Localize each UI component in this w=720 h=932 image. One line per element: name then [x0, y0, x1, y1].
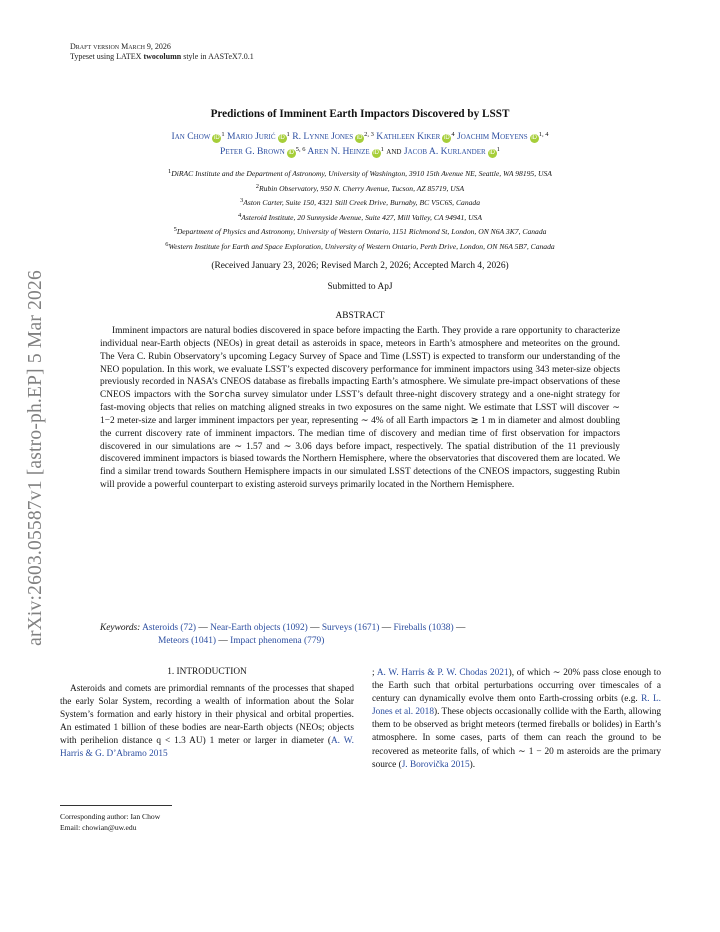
citation-link[interactable]: J. Borovička 2015 [401, 759, 470, 770]
footnote-rule [60, 805, 172, 806]
draft-version-line: Draft version March 9, 2026 [70, 42, 171, 51]
abstract-body: Imminent impactors are natural bodies discovered in space before impacting the Earth. They provide a rare opportunity to characterize individual near-Earth objects (NEOs) in great detail as asteroids in space, meteors in Earth’s atmosphere and meteorites on the ground. The Vera C. Rubin Observatory’s upcoming Legacy Survey of Space and Time (LSST) is expected to transform our understanding of the NEO population. In this work, we evaluate LSST’s expected discovery performance for imminent impactors using 343 meter-size objects previously recorded in NASA’s CNEOS database as fireballs impacting Earth’s atmosphere. We simulate pre-impact observations of these CNEOS impactors with the Sorcha survey simulator under LSST’s default three-night discovery strategy and a one-night strategy for fast-moving objects that relies on matching aligned streaks in two exposures on the same night. We estimate that LSST will discover ∼ 1−2 meter-size and larger imminent impactors per year, representing ∼ 4% of all Earth impactors ≳ 1 m in diameter and almost doubling the current discovery rate of imminent impactors. The median time of discovery and median time of first observation for impactors discovered in our simulations are ∼ 1.57 and ∼ 3.06 days before impact, respectively. The spatial distribution of the 11 previously discovered imminent impactors is biased towards the Northern Hemisphere, where the observatories that discovered them are located. We find a similar trend towards Southern Hemisphere impacts in our simulated LSST detections of the CNEOS impactors, suggesting Rubin will provide a powerful counterpart to existing asteroid surveys primarily located in the Northern Hemisphere. [100, 326, 621, 491]
author-name[interactable]: Mario Jurić [227, 131, 276, 142]
orcid-icon[interactable]: iD [356, 135, 363, 141]
author-name[interactable]: R. Lynne Jones [292, 131, 354, 142]
paper-title: Predictions of Imminent Earth Impactors Discovered by LSST [210, 108, 510, 120]
received-dates: (Received January 23, 2026; Revised March 2, 2026; Accepted March 4, 2026) [211, 261, 509, 271]
and-word: and [386, 146, 402, 157]
arxiv-identifier: arXiv:2603.05587v1 [astro-ph.EP] 5 Mar 2026 [25, 270, 46, 646]
affiliation-list [60, 166, 660, 254]
keyword-link[interactable]: Asteroids (72) [142, 623, 197, 633]
corresponding-author: Corresponding author: Ian Chow [60, 812, 161, 821]
affiliation: 3Aston Carter, Suite 150, 4321 Still Creek Drive, Burnaby, BC V5C6S, Canada [239, 197, 481, 208]
sorcha-code: Sorcha [208, 390, 241, 401]
author-name[interactable]: Ian Chow [171, 131, 211, 142]
orcid-icon[interactable]: iD [214, 135, 220, 141]
citation-link[interactable]: A. W. Harris & G. D’Abramo 2015 [60, 736, 354, 760]
citation-link[interactable]: R. L. Jones et al. 2018 [372, 694, 661, 718]
author-name[interactable]: Jacob A. Kurlander [403, 146, 486, 157]
affiliation: 4Asteroid Institute, 20 Sunnyside Avenue, Suite 427, Mill Valley, CA 94941, USA [238, 211, 482, 222]
keyword-link[interactable]: Meteors (1041) [158, 636, 217, 646]
submitted-journal: Submitted to ApJ [327, 282, 393, 292]
latex-logo: LATEX [116, 52, 142, 61]
section-heading-introduction: 1. INTRODUCTION [167, 667, 247, 677]
orcid-icon[interactable]: iD [531, 135, 538, 141]
author-list-line-1: Ian Chow iD $^1$ Mario Jurić iD $^1$ R. Lynne Jones iD $^{2, 3}$ Kathleen Kiker iD $^4$ Joachim Moeyens iD $^{1, 4}$ [171, 131, 549, 142]
keyword-link[interactable]: Fireballs (1038) [393, 623, 454, 633]
author-name[interactable]: Kathleen Kiker [376, 131, 441, 142]
arxiv-sidebar [22, 236, 50, 680]
author-name[interactable]: Aren N. Heinze [307, 146, 370, 157]
author-name[interactable]: Peter G. Brown [220, 146, 285, 157]
affiliation: 6Western Institute for Earth and Space Exploration, University of Western Ontario, Perth Drive, London, ON N6A 5B7, Canada [165, 240, 555, 251]
keyword-link[interactable]: Surveys (1671) [321, 623, 380, 633]
author-email[interactable]: Email: chowian@uw.edu [60, 823, 137, 832]
keyword-link[interactable]: Impact phenomena (779) [230, 636, 325, 646]
orcid-icon[interactable]: iD [279, 135, 285, 141]
abstract-heading: ABSTRACT [335, 311, 385, 321]
affiliation: 1DiRAC Institute and the Department of Astronomy, University of Washington, 3910 15th Avenue NE, Seattle, WA 98195, USA [168, 168, 552, 178]
orcid-icon[interactable]: iD [489, 150, 496, 156]
citation-link[interactable]: A. W. Harris & P. W. Chodas 2021 [376, 668, 509, 678]
affiliation: 2Rubin Observatory, 950 N. Cherry Avenue, Tucson, AZ 85719, USA [255, 182, 465, 193]
author-list-line-2: Peter G. Brown iD $^{5, 6}$ Aren N. Heinze iD $^1$ and Jacob A. Kurlander iD $^1$ [220, 146, 500, 157]
orcid-icon[interactable]: iD [373, 150, 379, 156]
keyword-link[interactable]: Near-Earth objects (1092) [210, 623, 308, 633]
intro-right-column: ; A. W. Harris & P. W. Chodas 2021), of which ∼ 20% pass close enough to the Earth such that orbital perturbations occurring over timescales of a century can dynamically evolve them onto Earth-crossing orbits (e.g. R. L. Jones et al. 2018). These objects occasionally collide with the Earth, allowing them to be observed as bright meteors (termed fireballs or bolides) in Earth’s atmosphere. In some cases, parts of them can reach the ground to be recovered as meteorite falls, of which ∼ 1 − 20 m asteroids are the primary source (J. Borovička 2015). [372, 668, 661, 770]
orcid-icon[interactable]: iD [288, 150, 295, 156]
affiliation: 5Department of Physics and Astronomy, University of Western Ontario, 1151 Richmond St, London, ON N6A 3K7, Canada [173, 226, 547, 237]
intro-left-column: Asteroids and comets are primordial remnants of the processes that shaped the early Solar System, recording a wealth of information about the Solar System’s formation and early history in their physical and orbital properties. An estimated 1 billion of these bodies are near-Earth objects (NEOs; objects with perihelion distance q < 1.3 AU) 1 meter or larger in diameter (A. W. Harris & G. D’Abramo 2015 [60, 684, 354, 760]
typeset-line: Typeset using LATEX twocolumn style in AASTeX7.0.1 [70, 52, 254, 61]
keywords: Keywords: Asteroids (72) — Near-Earth objects (1092) — Surveys (1671) — Fireballs (1038) — Meteors (1041) — Impact phenomena (779) [100, 623, 466, 646]
author-name[interactable]: Joachim Moeyens [457, 131, 528, 142]
orcid-icon[interactable]: iD [444, 135, 450, 141]
